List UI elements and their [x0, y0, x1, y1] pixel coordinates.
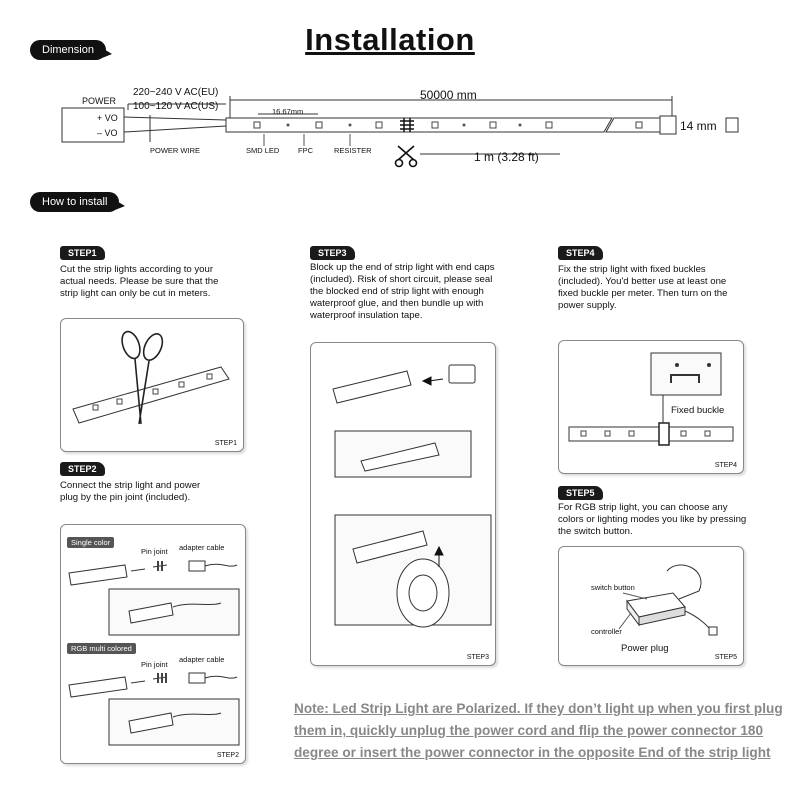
power-plug-label: Power plug [621, 643, 669, 654]
width-label: 14 mm [680, 119, 717, 133]
step2-text: Connect the strip light and power plug by the pin joint (included). [60, 480, 201, 503]
step1-panel [60, 318, 244, 452]
adapter-cable-label-2: adapter cable [179, 655, 225, 664]
scissors-icon [396, 146, 417, 167]
step4-badge: STEP4 [558, 246, 603, 260]
pin-joint-label-1: Pin joint [141, 547, 168, 556]
resister-label: RESISTER [334, 146, 372, 155]
step2-panel-label: STEP2 [216, 752, 239, 759]
plus-vo-label: + VO [97, 113, 118, 123]
step4-text: Fix the strip light with fixed buckles (included). You'd better use at least one fixed buckle per meter. Then turn on the power supply. [558, 264, 728, 311]
rgb-tag: RGB multi colored [67, 643, 136, 654]
switch-button-label: switch button [591, 583, 635, 592]
controller-label: controller [591, 627, 622, 636]
step5-badge: STEP5 [558, 486, 603, 500]
polarity-note: Note: Led Strip Light are Polarized. If they don’t light up when you first plug them in, quickly unplug the power cord and flip the power connector 180 degree or insert the power connector in the opposite End of the strip light [294, 701, 783, 760]
step3-badge: STEP3 [310, 246, 355, 260]
single-color-tag: Single color [67, 537, 114, 548]
step4-panel-label: STEP4 [714, 462, 737, 469]
length-label: 50000 mm [420, 88, 477, 102]
page-title: Installation [305, 22, 475, 57]
fixed-buckle-label: Fixed buckle [671, 405, 725, 416]
step3-text: Block up the end of strip light with end caps (included). Risk of short circuit, please seal the blocked end of strip light with enough waterproof glue, and then bundle up with waterproof insulation tape. [310, 262, 495, 321]
step3-panel [310, 342, 496, 666]
step1-panel-label: STEP1 [214, 440, 237, 447]
step3-panel-label: STEP3 [466, 654, 489, 661]
how-to-install-badge: How to install [30, 192, 119, 212]
smd-led-label: SMD LED [246, 146, 280, 155]
fpc-label: FPC [298, 146, 313, 155]
step1-badge: STEP1 [60, 246, 105, 260]
dimension-badge: Dimension [30, 40, 106, 60]
step5-panel [558, 546, 744, 666]
minus-vo-label: – VO [97, 128, 118, 138]
adapter-cable-label-1: adapter cable [179, 543, 225, 552]
step1-text: Cut the strip lights according to your actual needs. Please be sure that the strip light can only be cut in meters. [60, 264, 219, 299]
step2-badge: STEP2 [60, 462, 105, 476]
voltage-eu: 220~240 V AC(EU) [133, 87, 219, 98]
step5-text: For RGB strip light, you can choose any colors or lighting modes you like by pressing the switch button. [558, 502, 747, 537]
voltage-us: 100~120 V AC(US) [133, 101, 219, 112]
pin-joint-label-2: Pin joint [141, 660, 168, 669]
power-label: POWER [82, 96, 117, 106]
step1-illustration [61, 319, 243, 451]
step2-panel [60, 524, 246, 764]
cut-length-label: 1 m (3.28 ft) [474, 150, 539, 164]
spacing-label: 16.67mm [272, 107, 304, 116]
step4-panel [558, 340, 744, 474]
step3-illustration [311, 343, 495, 665]
step5-panel-label: STEP5 [714, 654, 737, 661]
power-wire-label: POWER WIRE [150, 146, 200, 155]
